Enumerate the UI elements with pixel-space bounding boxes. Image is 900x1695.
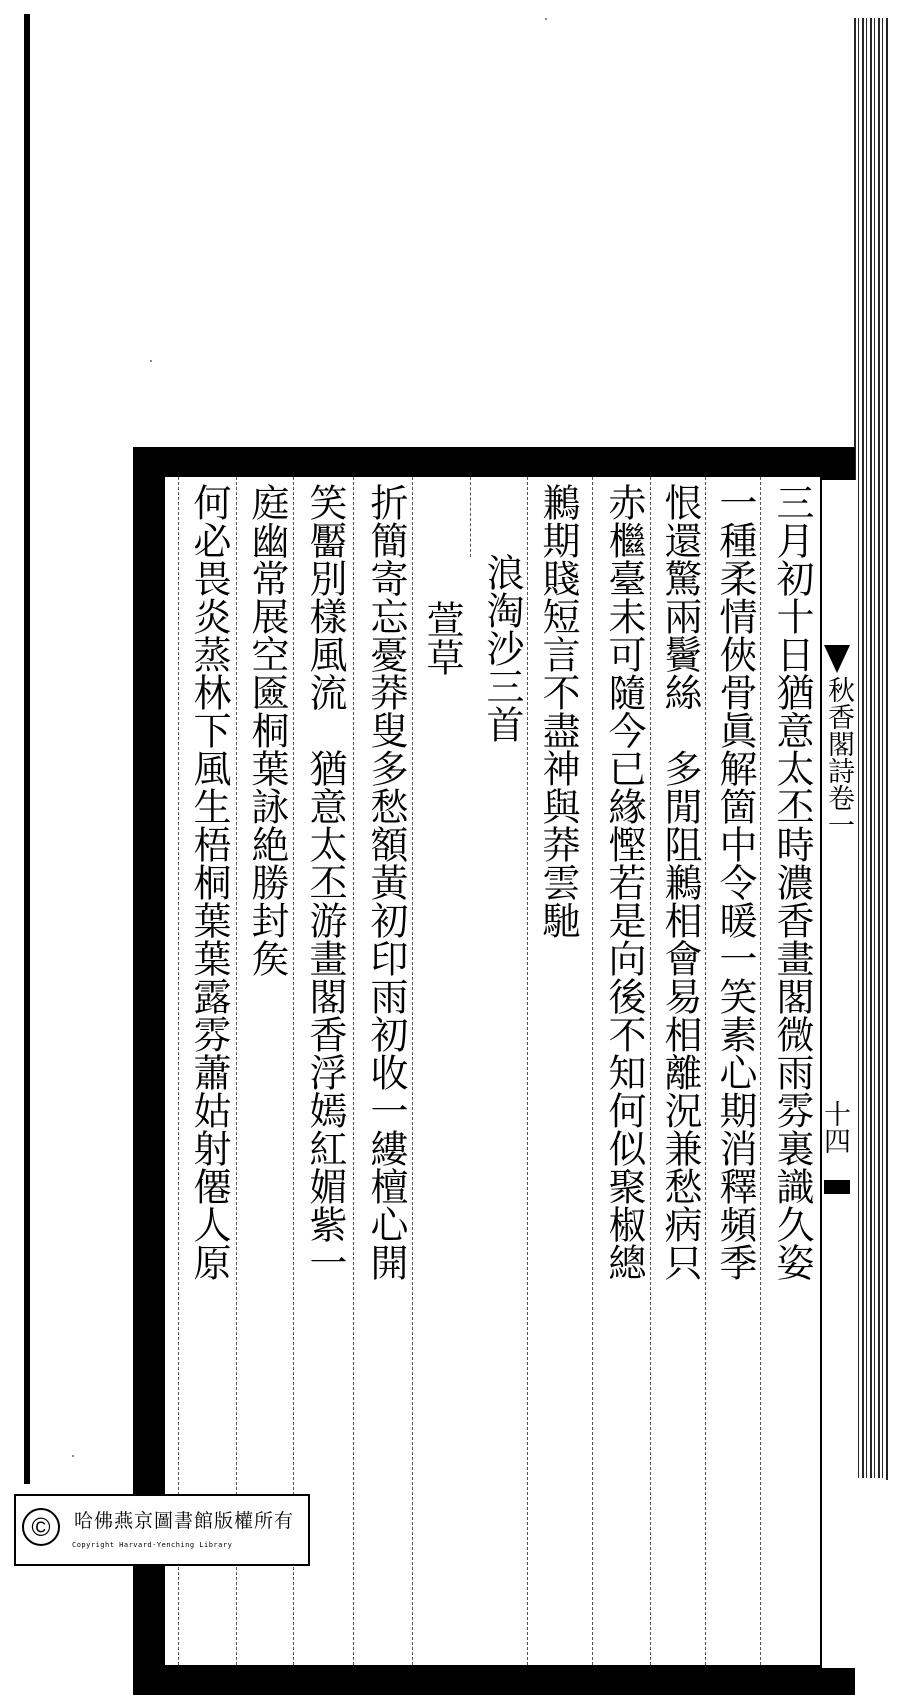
- lower-fishtail-icon: [824, 1180, 850, 1194]
- column-rule: [412, 477, 413, 1665]
- text-column: 笑靨別樣風流 猶意太丕游畫閣香浮嫣紅媚紫一: [303, 483, 347, 1281]
- scan-speck: [150, 360, 152, 362]
- column-rule: [293, 477, 294, 1665]
- right-border-line: [886, 20, 888, 1480]
- text-column: 鶼期賤短言不盡神與莽雲馳: [536, 483, 580, 939]
- column-rule: [178, 477, 179, 1665]
- column-rule: [705, 477, 706, 1665]
- leaf-number: 十四: [819, 1100, 850, 1154]
- scan-speck: [545, 18, 547, 20]
- scan-speck: [72, 1455, 74, 1457]
- text-column: 何必畏炎蒸林下風生梧桐葉葉露雰蕭姑射僊人原: [187, 483, 231, 1281]
- text-column: 折簡寄忘憂莽叟多愁額黃初印雨初收一縷檀心開: [364, 483, 408, 1281]
- left-spine-edge: [24, 14, 30, 1484]
- column-rule: [236, 477, 237, 1665]
- right-page-stack-edge: [854, 18, 888, 1478]
- poem-heading: 浪淘沙三首: [480, 553, 524, 743]
- copyright-english: Copyright Harvard-Yenching Library: [72, 1541, 233, 1549]
- column-rule: [650, 477, 651, 1665]
- text-column: 一種柔情俠骨眞解箇中令暖一笑素心期消釋頻季: [713, 483, 757, 1281]
- column-rule: [353, 477, 354, 1665]
- copyright-icon: ©: [22, 1508, 60, 1546]
- fishtail-mark-icon: [824, 645, 850, 673]
- text-column: 赤檵臺未可隨今已緣慳若是向後不知何似聚椒總: [602, 483, 646, 1281]
- text-column: 三月初十日猶意太丕時濃香畫閣微雨雰裏識久姿: [770, 483, 814, 1281]
- column-rule: [527, 477, 528, 1665]
- text-column: 恨還驚兩鬢絲 多閒阻鶼相會易相離況兼愁病只: [658, 483, 702, 1281]
- poem-subheading: 萱草: [420, 600, 464, 676]
- copyright-chinese: 哈佛燕京圖書館版權所有: [74, 1510, 295, 1532]
- column-rule: [760, 477, 761, 1665]
- column-rule: [592, 477, 593, 1665]
- column-rule: [470, 477, 471, 557]
- text-column: 庭幽常展空匳桐葉詠絶勝封矦: [245, 483, 289, 977]
- margin-title: 秋香閣詩卷一: [823, 676, 854, 838]
